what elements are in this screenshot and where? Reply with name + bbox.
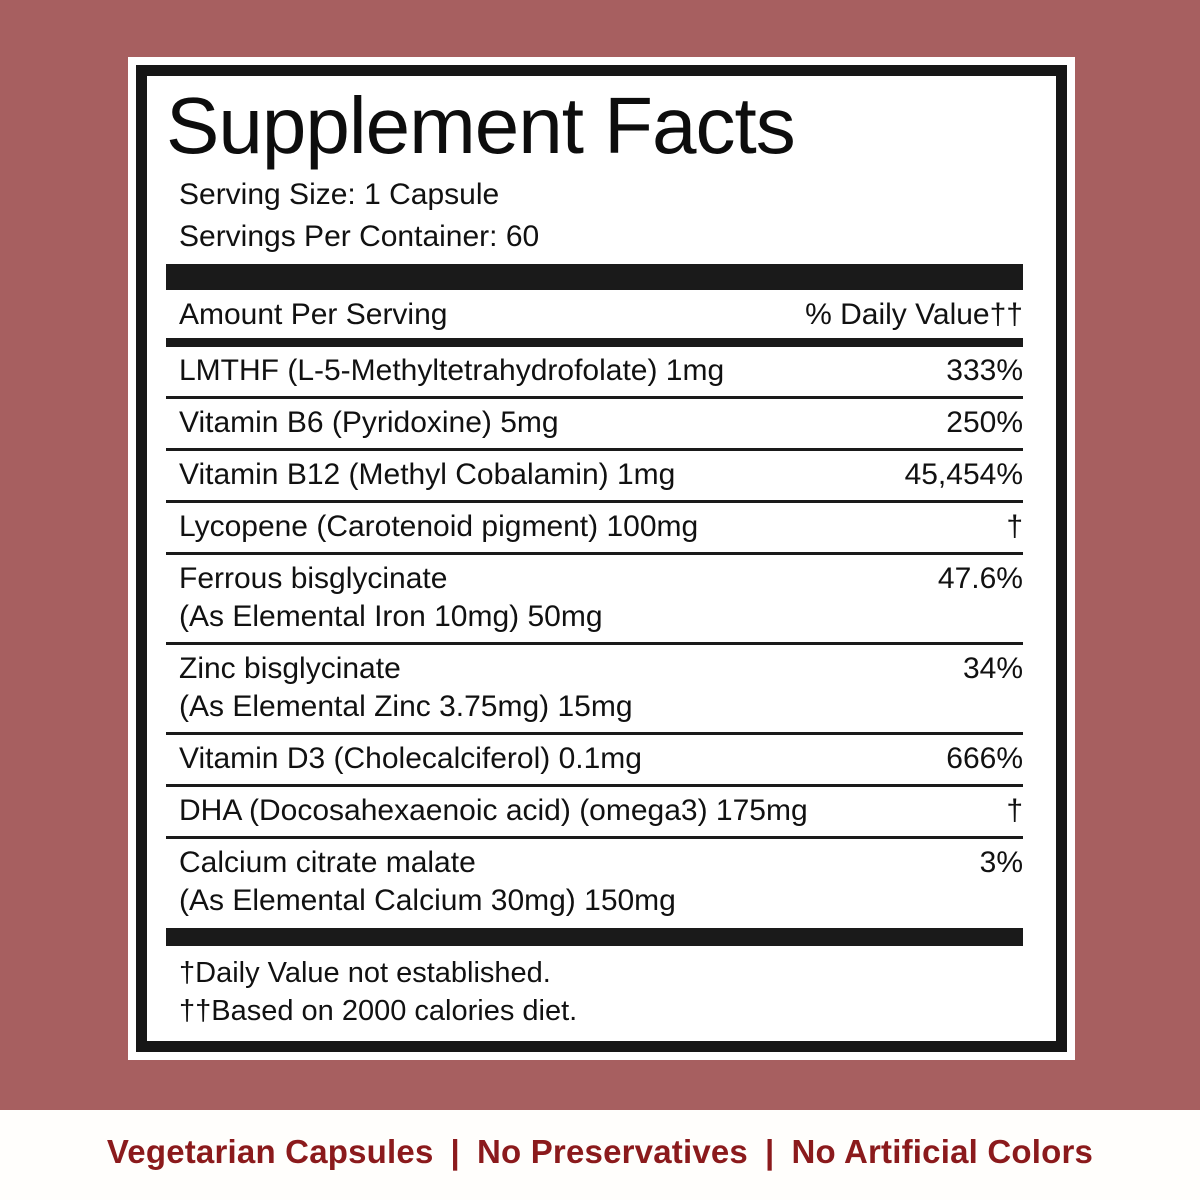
table-row xyxy=(166,555,1023,645)
daily-value-percent: 47.6% xyxy=(937,562,1023,595)
amount-per-serving-label: Amount Per Serving xyxy=(179,298,448,331)
top-divider-bar xyxy=(166,264,1023,290)
nutrient-name-block xyxy=(179,560,603,636)
table-row xyxy=(166,451,1023,503)
nutrient-name: LMTHF (L-5-Methyltetrahydrofolate) 1mg xyxy=(179,354,725,387)
daily-value-percent: † xyxy=(1006,510,1023,543)
nutrient-name-block xyxy=(179,844,676,920)
nutrient-name-block xyxy=(179,456,675,494)
nutrient-name: Zinc bisglycinate xyxy=(179,652,401,685)
nutrient-name: Calcium citrate malate xyxy=(179,846,476,879)
bottom-divider-bar xyxy=(166,928,1023,946)
daily-value-percent: † xyxy=(1006,794,1023,827)
nutrient-name-block xyxy=(179,352,724,390)
column-header-row xyxy=(166,290,1023,338)
header-divider-bar xyxy=(166,338,1023,347)
tagline-item-no-artificial-colors: No Artificial Colors xyxy=(791,1133,1094,1170)
nutrient-subline: (As Elemental Calcium 30mg) 150mg xyxy=(179,884,676,917)
nutrient-name: Vitamin D3 (Cholecalciferol) 0.1mg xyxy=(179,742,642,775)
tagline-item-vegetarian-capsules: Vegetarian Capsules xyxy=(106,1133,434,1170)
table-row xyxy=(166,787,1023,839)
nutrient-subline: (As Elemental Zinc 3.75mg) 15mg xyxy=(179,690,633,723)
table-row xyxy=(166,347,1023,399)
footnotes xyxy=(166,954,1023,1030)
serving-info xyxy=(166,174,1023,258)
daily-value-percent: 3% xyxy=(979,846,1023,879)
nutrient-name: Ferrous bisglycinate xyxy=(179,562,448,595)
tagline-item-no-preservatives: No Preservatives xyxy=(476,1133,748,1170)
nutrient-name: Vitamin B6 (Pyridoxine) 5mg xyxy=(179,406,559,439)
servings-per-container-line: Servings Per Container: 60 xyxy=(179,220,540,253)
tagline-separator: | xyxy=(765,1133,775,1170)
nutrient-name-block xyxy=(179,740,642,778)
table-row xyxy=(166,399,1023,451)
tagline-separator: | xyxy=(450,1133,460,1170)
supplement-facts-border xyxy=(136,65,1067,1052)
nutrient-name-block xyxy=(179,404,559,442)
serving-size-line: Serving Size: 1 Capsule xyxy=(179,178,500,211)
daily-value-percent: 34% xyxy=(962,652,1023,685)
nutrient-name-block xyxy=(179,650,633,726)
footnote-double-dagger: ††Based on 2000 calories diet. xyxy=(179,995,578,1027)
nutrient-name: Lycopene (Carotenoid pigment) 100mg xyxy=(179,510,699,543)
table-row xyxy=(166,645,1023,735)
daily-value-percent: 45,454% xyxy=(904,458,1023,491)
nutrient-name-block xyxy=(179,792,808,830)
daily-value-label: % Daily Value†† xyxy=(805,298,1023,331)
supplement-facts-panel xyxy=(128,57,1075,1060)
table-row xyxy=(166,503,1023,555)
tagline xyxy=(107,1133,1093,1177)
supplement-facts-title: Supplement Facts xyxy=(166,81,795,170)
daily-value-percent: 666% xyxy=(946,742,1023,775)
table-row xyxy=(166,735,1023,787)
nutrient-table xyxy=(166,347,1023,926)
table-row xyxy=(166,839,1023,926)
nutrient-subline: (As Elemental Iron 10mg) 50mg xyxy=(179,600,603,633)
nutrient-name: Vitamin B12 (Methyl Cobalamin) 1mg xyxy=(179,458,676,491)
daily-value-percent: 333% xyxy=(946,354,1023,387)
bottom-band xyxy=(0,1110,1200,1200)
footnote-dagger: †Daily Value not established. xyxy=(179,957,551,989)
nutrient-name: DHA (Docosahexaenoic acid) (omega3) 175mg xyxy=(179,794,808,827)
daily-value-percent: 250% xyxy=(946,406,1023,439)
nutrient-name-block xyxy=(179,508,698,546)
